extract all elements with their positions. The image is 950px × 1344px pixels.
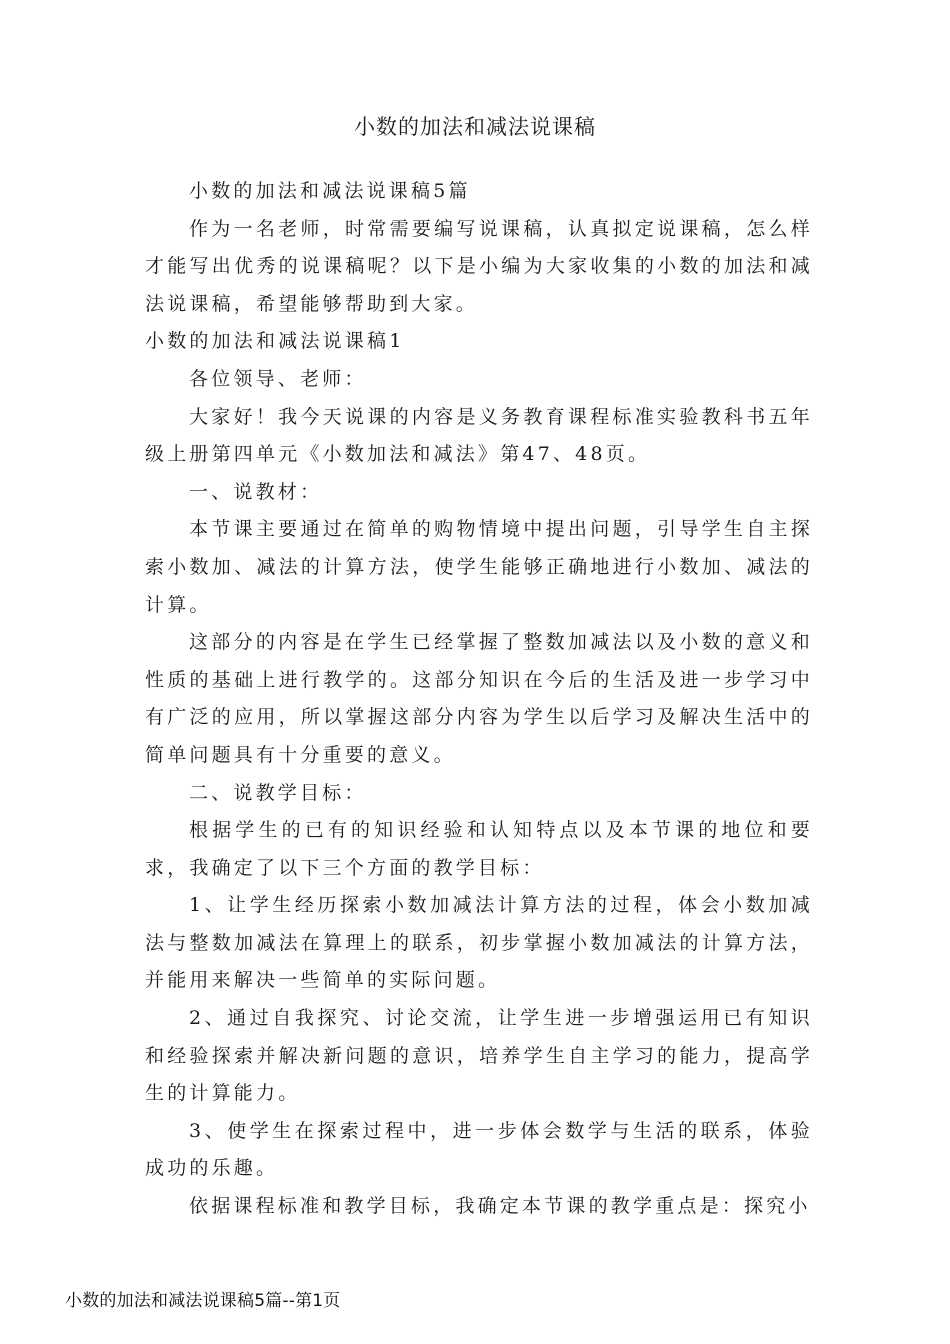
page-footer: 小数的加法和减法说课稿5篇--第1页 bbox=[65, 1291, 341, 1311]
paragraph: 根据学生的已有的知识经验和认知特点以及本节课的地位和要求，我确定了以下三个方面的教学目标： bbox=[145, 819, 813, 879]
paragraph: 大家好！我今天说课的内容是义务教育课程标准实验教科书五年级上册第四单元《小数加法和减法》第47、48页。 bbox=[145, 405, 813, 466]
paragraph: 3、使学生在探索过程中，进一步体会数学与生活的联系，体验成功的乐趣。 bbox=[145, 1119, 813, 1180]
paragraph: 本节课主要通过在简单的购物情境中提出问题，引导学生自主探索小数加、减法的计算方法，使学生能够正确地进行小数加、减法的计算。 bbox=[145, 518, 813, 616]
paragraph: 2、通过自我探究、讨论交流，让学生进一步增强运用已有知识和经验探索并解决新问题的意识，培养学生自主学习的能力，提高学生的计算能力。 bbox=[145, 1007, 813, 1105]
document-body bbox=[145, 173, 813, 1226]
paragraph: 一、说教材： bbox=[189, 480, 323, 503]
paragraph: 作为一名老师，时常需要编写说课稿，认真拟定说课稿，怎么样才能写出优秀的说课稿呢？以下是小编为大家收集的小数的加法和减法说课稿，希望能够帮助到大家。 bbox=[145, 217, 813, 315]
paragraph: 各位领导、老师： bbox=[189, 367, 367, 390]
paragraph: 依据课程标准和教学目标，我确定本节课的教学重点是：探究小 bbox=[189, 1195, 811, 1218]
document-title: 小数的加法和减法说课稿 bbox=[354, 115, 596, 139]
paragraph: 这部分的内容是在学生已经掌握了整数加减法以及小数的意义和性质的基础上进行教学的。这部分知识在今后的生活及进一步学习中有广泛的应用，所以掌握这部分内容为学生以后学习及解决生活中的简单问题具有十分重要的意义。 bbox=[145, 631, 813, 766]
section-heading: 小数的加法和减法说课稿1 bbox=[145, 330, 405, 353]
paragraph: 二、说教学目标： bbox=[189, 781, 367, 804]
paragraph: 小数的加法和减法说课稿5篇 bbox=[189, 180, 471, 202]
paragraph: 1、让学生经历探索小数加减法计算方法的过程，体会小数加减法与整数加减法在算理上的联系，初步掌握小数加减法的计算方法，并能用来解决一些简单的实际问题。 bbox=[145, 894, 813, 992]
